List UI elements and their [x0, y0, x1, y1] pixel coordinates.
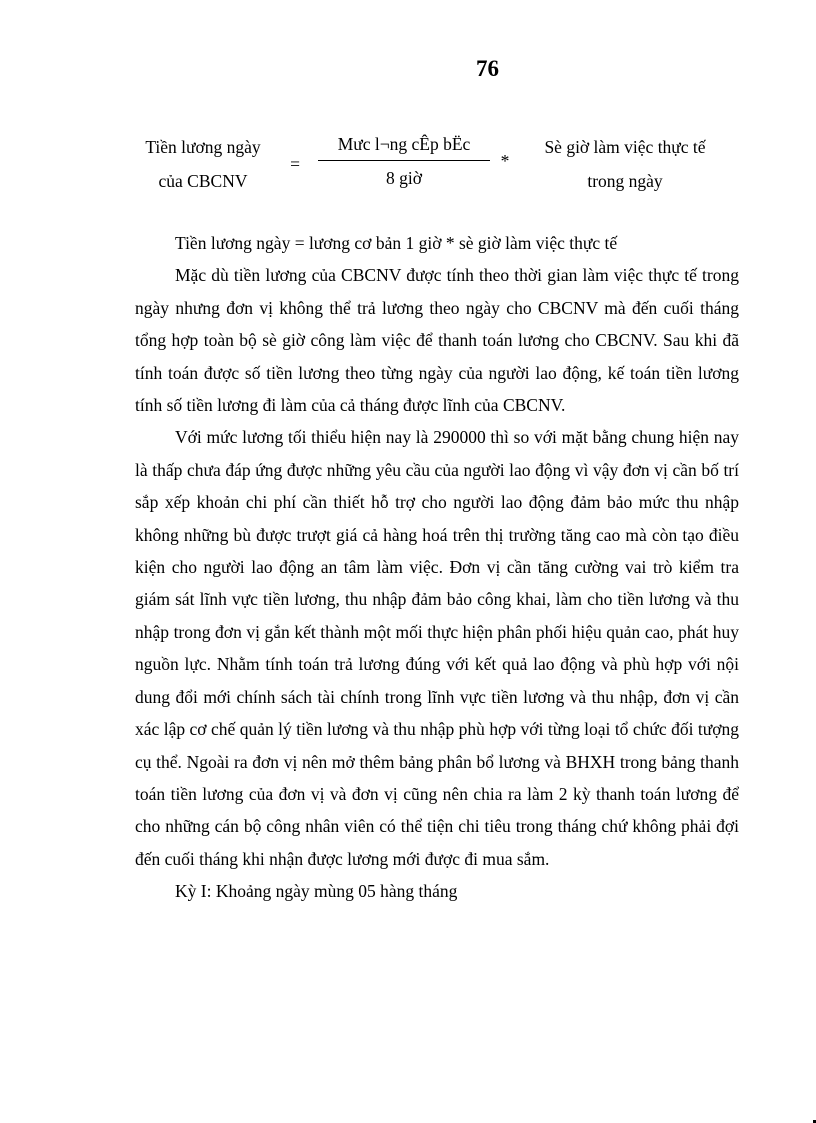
- salary-formula: [0, 130, 816, 200]
- paragraph-daily-wage-formula: Tiền lương ngày = lương cơ bản 1 giờ * sè giờ làm việc thực tế: [175, 233, 618, 253]
- formula-numerator: Mưc l¬ng cÊp bËc: [318, 130, 490, 161]
- formula-right-line-1: Sè giờ làm việc thực tế: [544, 137, 706, 157]
- formula-fraction: [318, 130, 490, 195]
- paragraph-payment-period-1: Kỳ I: Khoảng ngày mùng 05 hàng tháng: [175, 881, 458, 902]
- formula-left-line-2: của CBCNV: [158, 171, 248, 191]
- formula-equals-sign: =: [290, 154, 300, 174]
- formula-right-line-2: trong ngày: [587, 171, 663, 191]
- page-number: 76: [476, 56, 499, 81]
- paragraph-monthly-payment: Mặc dù tiền lương của CBCNV được tính theo thời gian làm việc thực tế trong ngày nhưng đơn vị không thể trả lương theo ngày cho CBCNV mà đến cuối tháng tổng hợp toàn bộ sè giờ công làm việc để thanh toán lương cho CBCNV. Sau khi đã tính toán được số tiền lương theo từng ngày của người lao động, kế toán tiền lương tính số tiền lương đi làm của cả tháng được lĩnh của CBCNV.: [135, 265, 739, 416]
- paragraph-recommendations: Với mức lương tối thiểu hiện nay là 290000 thì so với mặt bằng chung hiện nay là thấp chưa đáp ứng được những yêu cầu của người lao động vì vậy đơn vị cần bố trí sắp xếp khoản chi phí cần thiết hỗ trợ cho người lao động đảm bảo mức thu nhập không những bù được trượt giá cả hàng hoá trên thị trường tăng cao mà còn tạo điều kiện cho người lao động an tâm làm việc. Đơn vị cần tăng cường vai trò kiểm tra giám sát lĩnh vực tiền lương, thu nhập đảm bảo công khai, làm cho tiền lương và thu nhập trong đơn vị gắn kết thành một mối thực hiện phân phối hiệu quản cao, phát huy nguồn lực. Nhằm tính toán trả lương đúng với kết quả lao động và phù hợp với nội dung đổi mới chính sách tài chính trong lĩnh vực tiền lương và thu nhập, đơn vị cần xác lập cơ chế quản lý tiền lương và thu nhập phù hợp với từng loại tổ chức đối tượng cụ thể. Ngoài ra đơn vị nên mở thêm bảng phân bổ lương và BHXH trong bảng thanh toán tiền lương của đơn vị và đơn vị cũng nên chia ra làm 2 kỳ thanh toán lương để cho những cán bộ công nhân viên có thể tiện chi tiêu trong tháng chứ không phải đợi đến cuối tháng khi nhận được lương mới được đi mua sắm.: [135, 427, 739, 869]
- formula-multiply-sign: *: [500, 151, 510, 171]
- formula-right-side: [530, 130, 720, 198]
- formula-denominator: 8 giờ: [386, 168, 422, 188]
- formula-left-side: [128, 130, 278, 198]
- body-text: [135, 227, 739, 908]
- formula-left-line-1: Tiền lương ngày: [145, 137, 261, 157]
